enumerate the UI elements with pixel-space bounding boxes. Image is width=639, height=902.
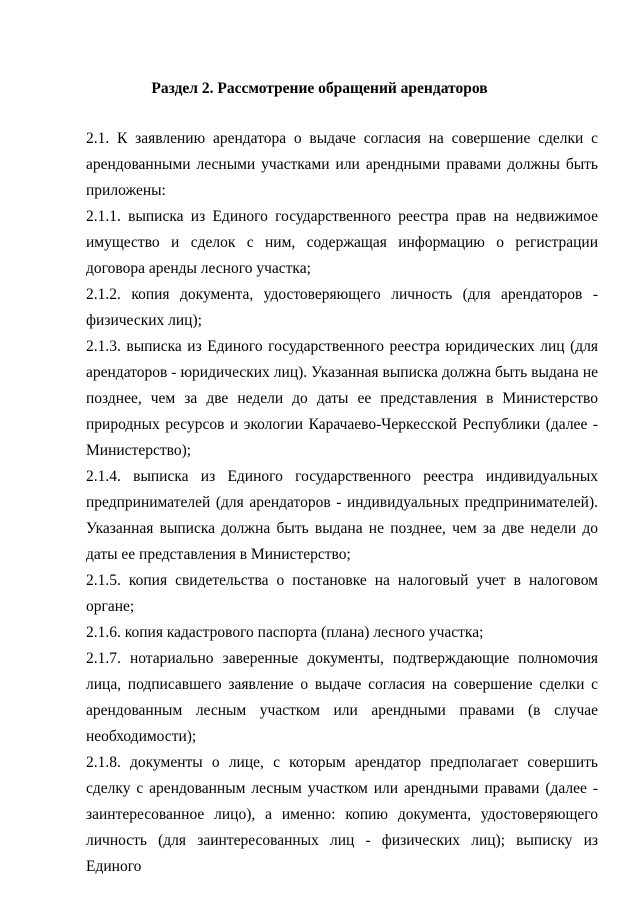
paragraph-2-1-1: 2.1.1. выписка из Единого государственного реестра прав на недвижимое имущество и сделок с ним, содержащая информацию о регистрации договора аренды лесного участка; [86,208,598,277]
document-body [86,126,598,880]
paragraph-2-1-8: 2.1.8. документы о лице, с которым арендатор предполагает совершить сделку с арендованным лесным участком или арендными правами (далее - заинтересованное лицо), а именно: копию документа, удостоверяющего личность (для заинтересованных лиц - физических лиц); выписку из Единого [86,754,598,875]
paragraph-2-1-7: 2.1.7. нотариально заверенные документы, подтверждающие полномочия лица, подписавшего заявление о выдаче согласия на совершение сделки с арендованным лесным участком или арендными правами (в случае необходимости); [86,650,598,745]
paragraph-2-1: 2.1. К заявлению арендатора о выдаче согласия на совершение сделки с арендованными лесными участками или арендными правами должны быть приложены: [86,130,598,199]
paragraph-2-1-3: 2.1.3. выписка из Единого государственного реестра юридических лиц (для арендаторов - юридических лиц). Указанная выписка должна быть выдана не позднее, чем за две недели до даты ее представления в Министерство природных ресурсов и экологии Карачаево-Черкесской Республики (далее - Министерство); [86,338,598,459]
paragraph-2-1-2: 2.1.2. копия документа, удостоверяющего личность (для арендаторов - физических лиц); [86,286,598,329]
paragraph-2-1-6: 2.1.6. копия кадастрового паспорта (плана) лесного участка; [86,624,484,641]
paragraph-2-1-4: 2.1.4. выписка из Единого государственного реестра индивидуальных предпринимателей (для арендаторов - индивидуальных предпринимателей). Указанная выписка должна быть выдана не позднее, чем за две недели до даты ее представления в Министерство; [86,468,598,563]
section-heading: Раздел 2. Рассмотрение обращений арендаторов [151,80,488,97]
paragraph-2-1-5: 2.1.5. копия свидетельства о постановке на налоговый учет в налоговом органе; [86,572,598,615]
